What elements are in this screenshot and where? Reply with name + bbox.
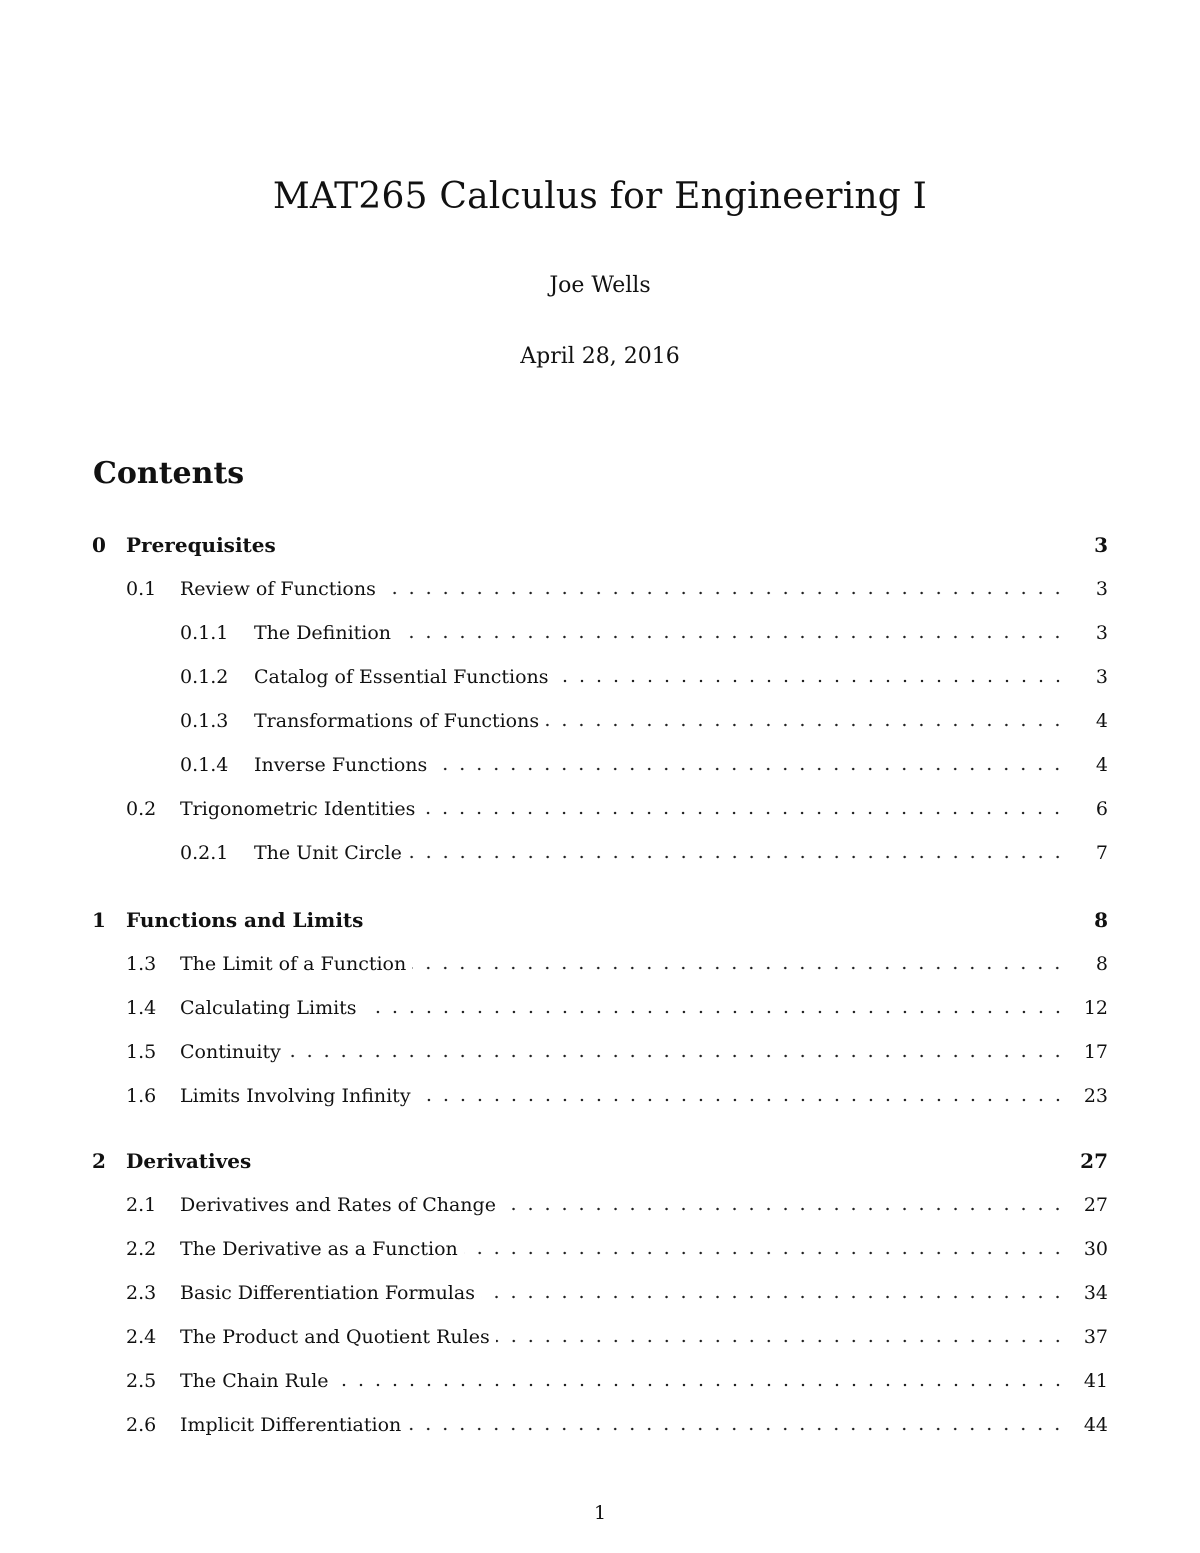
toc-entry-page: 27 <box>1083 1194 1108 1216</box>
toc-chapter-page: 8 <box>1094 908 1108 932</box>
toc-dot-leader <box>545 706 1070 736</box>
toc-entry-title: Basic Differentiation Formulas <box>180 1282 475 1304</box>
toc-dot-leader <box>287 1037 1070 1067</box>
toc-entry-page: 7 <box>1095 842 1108 864</box>
toc-chapter[interactable] <box>0 1146 1200 1176</box>
toc-entry-title: Implicit Differentiation <box>180 1414 402 1436</box>
toc-entry-page: 23 <box>1083 1085 1108 1107</box>
toc-entry-number: 0.1.2 <box>180 666 229 688</box>
toc-chapter-page: 3 <box>1094 533 1108 557</box>
toc-dot-leader <box>555 662 1071 692</box>
toc-chapter-title: Derivatives <box>126 1149 252 1173</box>
toc-entry-number: 0.1.3 <box>180 710 229 732</box>
toc-chapter-title: Functions and Limits <box>126 908 364 932</box>
toc-chapter-title: Prerequisites <box>126 533 276 557</box>
toc-dot-leader <box>433 750 1070 780</box>
toc-entry-title: The Chain Rule <box>180 1370 329 1392</box>
toc-entry-title: Catalog of Essential Functions <box>254 666 549 688</box>
toc-section[interactable] <box>0 993 1200 1023</box>
toc-entry-number: 0.1.1 <box>180 622 229 644</box>
document-author: Joe Wells <box>549 273 651 298</box>
toc-entry-page: 4 <box>1095 754 1108 776</box>
toc-entry-number: 0.2 <box>126 798 157 820</box>
toc-entry-title: Inverse Functions <box>254 754 428 776</box>
toc-dot-leader <box>464 1234 1070 1264</box>
toc-subsection[interactable] <box>0 662 1200 692</box>
toc-entry-number: 2.2 <box>126 1238 157 1260</box>
toc-entry-title: Calculating Limits <box>180 997 357 1019</box>
toc-section[interactable] <box>0 1322 1200 1352</box>
contents-heading: Contents <box>93 456 245 491</box>
toc-entry-page: 8 <box>1095 953 1108 975</box>
toc-dot-leader <box>412 949 1070 979</box>
toc-subsection[interactable] <box>0 706 1200 736</box>
toc-section[interactable] <box>0 1234 1200 1264</box>
toc-dot-leader <box>417 1081 1070 1111</box>
toc-entry-number: 2.4 <box>126 1326 157 1348</box>
toc-entry-page: 4 <box>1095 710 1108 732</box>
toc-dot-leader <box>496 1322 1070 1352</box>
toc-entry-page: 34 <box>1083 1282 1108 1304</box>
toc-section[interactable] <box>0 1410 1200 1440</box>
toc-section[interactable] <box>0 794 1200 824</box>
toc-entry-page: 44 <box>1083 1414 1108 1436</box>
toc-entry-page: 17 <box>1083 1041 1108 1063</box>
toc-section[interactable] <box>0 574 1200 604</box>
toc-entry-page: 3 <box>1095 622 1108 644</box>
toc-dot-leader <box>502 1190 1070 1220</box>
toc-section[interactable] <box>0 1278 1200 1308</box>
toc-subsection[interactable] <box>0 838 1200 868</box>
toc-dot-leader <box>363 993 1070 1023</box>
toc-entry-number: 2.1 <box>126 1194 157 1216</box>
toc-dot-leader <box>407 1410 1070 1440</box>
toc-entry-number: 1.6 <box>126 1085 157 1107</box>
toc-subsection[interactable] <box>0 750 1200 780</box>
document-date: April 28, 2016 <box>520 344 680 369</box>
toc-entry-number: 2.5 <box>126 1370 157 1392</box>
toc-dot-leader <box>382 574 1070 604</box>
toc-chapter-number: 1 <box>92 908 106 932</box>
toc-dot-leader <box>408 838 1070 868</box>
toc-entry-title: The Product and Quotient Rules <box>180 1326 490 1348</box>
toc-chapter[interactable] <box>0 905 1200 935</box>
toc-section[interactable] <box>0 1037 1200 1067</box>
toc-chapter[interactable] <box>0 530 1200 560</box>
toc-section[interactable] <box>0 1366 1200 1396</box>
toc-entry-page: 3 <box>1095 578 1108 600</box>
toc-dot-leader <box>481 1278 1070 1308</box>
toc-dot-leader <box>335 1366 1070 1396</box>
toc-entry-title: Derivatives and Rates of Change <box>180 1194 496 1216</box>
toc-section[interactable] <box>0 949 1200 979</box>
toc-entry-number: 1.3 <box>126 953 157 975</box>
toc-entry-number: 1.4 <box>126 997 157 1019</box>
toc-section[interactable] <box>0 1081 1200 1111</box>
toc-entry-page: 6 <box>1095 798 1108 820</box>
toc-subsection[interactable] <box>0 618 1200 648</box>
toc-section[interactable] <box>0 1190 1200 1220</box>
toc-dot-leader <box>397 618 1070 648</box>
toc-entry-page: 30 <box>1083 1238 1108 1260</box>
toc-entry-title: The Derivative as a Function <box>180 1238 458 1260</box>
toc-entry-title: The Definition <box>254 622 392 644</box>
toc-entry-number: 2.3 <box>126 1282 157 1304</box>
toc-entry-number: 2.6 <box>126 1414 157 1436</box>
toc-entry-page: 37 <box>1083 1326 1108 1348</box>
document-title: MAT265 Calculus for Engineering I <box>272 176 928 217</box>
toc-entry-number: 0.1.4 <box>180 754 229 776</box>
toc-entry-page: 12 <box>1083 997 1108 1019</box>
toc-entry-title: Review of Functions <box>180 578 376 600</box>
toc-entry-number: 0.1 <box>126 578 157 600</box>
toc-entry-page: 3 <box>1095 666 1108 688</box>
toc-entry-number: 1.5 <box>126 1041 157 1063</box>
toc-dot-leader <box>421 794 1070 824</box>
toc-entry-number: 0.2.1 <box>180 842 229 864</box>
toc-chapter-number: 0 <box>92 533 106 557</box>
toc-entry-title: The Unit Circle <box>254 842 402 864</box>
toc-chapter-number: 2 <box>92 1149 106 1173</box>
toc-entry-page: 41 <box>1083 1370 1108 1392</box>
page-number: 1 <box>593 1502 607 1524</box>
toc-entry-title: Continuity <box>180 1041 281 1063</box>
toc-entry-title: Limits Involving Infinity <box>180 1085 411 1107</box>
toc-chapter-page: 27 <box>1080 1149 1108 1173</box>
toc-entry-title: Transformations of Functions <box>254 710 540 732</box>
toc-entry-title: The Limit of a Function <box>180 953 407 975</box>
toc-entry-title: Trigonometric Identities <box>180 798 416 820</box>
